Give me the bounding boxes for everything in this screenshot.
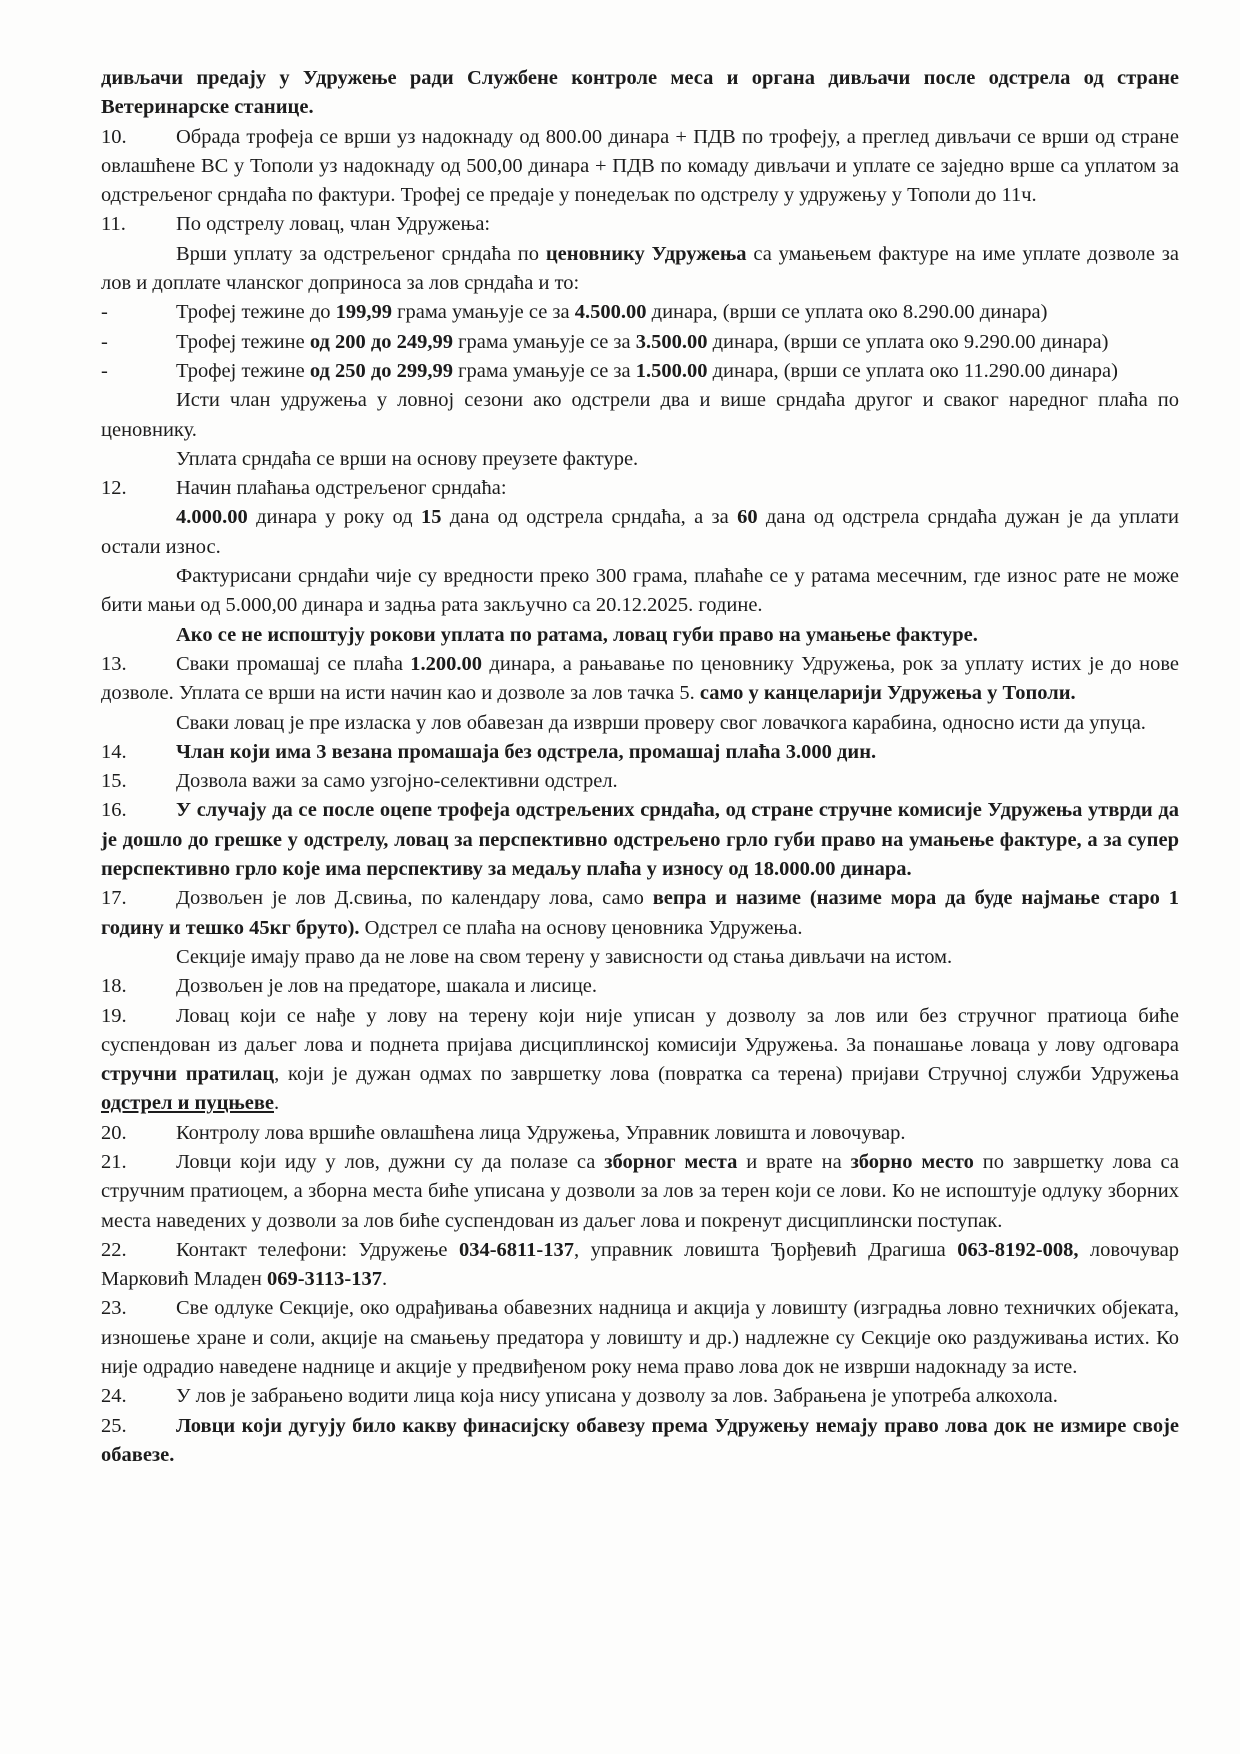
item-12-paragraph-2: Фактурисани срндаћи чије су вредности преко 300 грама, плаћаће се у ратама месечним, где износ рате не може бити мањи од 5.000,00 динара и задња рата закључно са 20.12.2025. године. [101, 565, 1179, 617]
item-19: 19. Ловац који се нађе у лову на терену који није уписан у дозволу за лов или без стручног пратиоца биће суспендован из даљег лова и поднета пријава дисциплинској комисији Удружења. За понашање ловаца у лову одговара стручни пратилац, који је дужан одмах по завршетку лова (повратка са терена) пријави Стручној служби Удружења одстрел и пуцњеве. [101, 1002, 1179, 1119]
item-22: 22. Контакт телефони: Удружење 034-6811-137, управник ловишта Ђорђевић Драгиша 063-8192-008, ловочувар Марковић Младен 069-3113-137. [101, 1236, 1179, 1295]
item-23: 23. Све одлуке Секције, око одрађивања обавезних надница и акција у ловишту (изградња ловно техничких објеката, изношење хране и соли, акције на смањењу предатора у ловишту и др.) надлежне су Секције око раздуживања истих. Ко није одрадио наведене наднице и акције у предвиђеном року нема право лова док не изврши надокнаду за исте. [101, 1294, 1179, 1382]
list-dash: - [101, 301, 108, 324]
item-12: 12. Начин плаћања одстрељеног срндаћа: [101, 474, 1179, 503]
item-11-paragraph: Врши уплату за одстрељеног срндаћа по ценовнику Удружења са умањењем фактуре на име уплате дозволе за лов и доплате чланског доприноса за лов срндаћа и то: [101, 242, 1179, 295]
item-17: 17. Дозвољен је лов Д.свиња, по календару лова, само вепра и назиме (назиме мора да буде најмање старо 1 годину и тешко 45кг бруто). Одстрел се плаћа на основу ценовника Удружења. [101, 884, 1179, 943]
item-12-paragraph: 4.000.00 динара у року од 15 дана од одстрела срндаћа, а за 60 дана од одстрела срндаћа дужан је да уплати остали износ. [101, 506, 1179, 558]
dash-item-1: - Трофеј тежине до 199,99 грама умањује се за 4.500.00 динара, (врши се уплата око 8.290.00 динара) [101, 298, 1179, 327]
item-number: 18. [101, 975, 127, 998]
dash-item-3: - Трофеј тежине од 250 до 299,99 грама умањује се за 1.500.00 динара, (врши се уплата око 11.290.00 динара) [101, 357, 1179, 386]
dash-item-2: - Трофеј тежине од 200 до 249,99 грама умањује се за 3.500.00 динара, (врши се уплата око 9.290.00 динара) [101, 328, 1179, 357]
item-15: 15. Дозвола важи за само узгојно-селективни одстрел. [101, 767, 1179, 796]
item-14: 14. Члан који има 3 везана промашаја без одстрела, промашај плаћа 3.000 дин. [101, 738, 1179, 767]
item-20: 20. Контролу лова вршиће овлашћена лица Удружења, Управник ловишта и ловочувар. [101, 1119, 1179, 1148]
item-number: 22. [101, 1238, 127, 1261]
item-number: 12. [101, 477, 127, 500]
item-16: 16. У случају да се после оцепе трофеја одстрељених срндаћа, од стране стручне комисије Удружења утврди да је дошло до грешке у одстрелу, ловац за перспективно одстрељено грло губи право на умањење фактуре, а за супер перспективно грло које има перспективу за медаљу плаћа у износу од 18.000.00 динара. [101, 796, 1179, 884]
item-number: 17. [101, 887, 127, 910]
item-17-paragraph-2: Секције имају право да не лове на свом терену у зависности од стања дивљачи на истом. [176, 945, 953, 968]
item-number: 24. [101, 1385, 127, 1408]
item-number: 23. [101, 1297, 127, 1320]
item-number: 21. [101, 1150, 127, 1173]
item-number: 13. [101, 652, 127, 675]
item-number: 15. [101, 770, 127, 793]
item-25: 25. Ловци који дугују било какву финасијску обавезу према Удружењу немају право лова док не измире своје обавезе. [101, 1412, 1179, 1471]
item-number: 19. [101, 1004, 127, 1027]
item-13-paragraph-2: Сваки ловац је пре изласка у лов обавезан да изврши проверу свог ловачкога карабина, односно исти да упуца. [176, 711, 1146, 734]
item-number: 14. [101, 740, 127, 763]
item-21: 21. Ловци који иду у лов, дужни су да полазе са зборног места и врате на зборно место по завршетку лова са стручним пратиоцем, а зборна места биће уписана у дозволи за лов за терен који се лови. Ко не испоштује одлуку зборних места наведених у дозволи за лов биће суспендован из даљег лова и покренут дисциплински поступак. [101, 1148, 1179, 1236]
item-number: 20. [101, 1121, 127, 1144]
list-dash: - [101, 359, 108, 382]
item-12-paragraph-3: Ако се не испоштују рокови уплата по ратама, ловац губи право на умањење фактуре. [176, 623, 978, 646]
item-13: 13. Сваки промашај се плаћа 1.200.00 динара, а рањавање по ценовнику Удружења, рок за уплату истих је до нове дозволе. Уплата се врши на исти начин као и дозволе за лов тачка 5. само у канцеларији Удружења у Тополи. [101, 650, 1179, 709]
item-11: 11. По одстрелу ловац, члан Удружења: [101, 210, 1179, 239]
item-24: 24. У лов је забрањено водити лица која нису уписана у дозволу за лов. Забрањена је употреба алкохола. [101, 1382, 1179, 1411]
intro-paragraph: дивљачи предају у Удружење ради Службене контроле меса и органа дивљачи после одстрела од стране Ветеринарске станице. [101, 67, 1179, 119]
document-page [101, 64, 1179, 1470]
item-number: 25. [101, 1414, 127, 1437]
item-18: 18. Дозвољен је лов на предаторе, шакала и лисице. [101, 972, 1179, 1001]
item-number: 16. [101, 799, 127, 822]
item-11-paragraph-2: Исти члан удружења у ловној сезони ако одстрели два и више срндаћа другог и сваког наредног плаћа по ценовнику. [101, 389, 1179, 441]
list-dash: - [101, 330, 108, 353]
item-11-paragraph-3: Уплата срндаћа се врши на основу преузете фактуре. [176, 447, 639, 470]
item-number: 11. [101, 213, 126, 236]
item-10: 10. Обрада трофеја се врши уз надокнаду од 800.00 динара + ПДВ по трофеју, а преглед дивљачи се врши од стране овлашћене ВС у Тополи уз надокнаду од 500,00 динара + ПДВ по комаду дивљачи и уплате се заједно врше са уплатом за одстрељеног срндаћа по фактури. Трофеј се предаје у понедељак по одстрелу у удружењу у Тополи до 11ч. [101, 123, 1179, 211]
item-number: 10. [101, 125, 127, 148]
